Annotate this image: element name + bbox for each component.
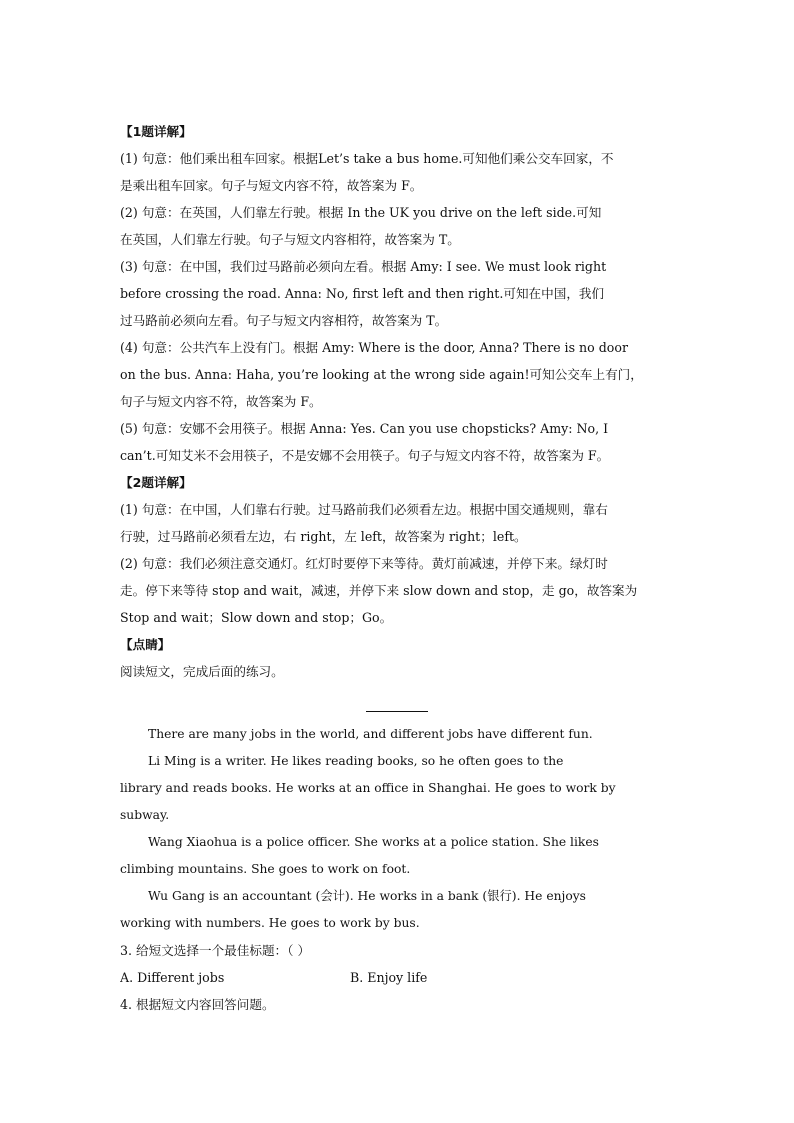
- text-line: can’t.可知艾米不会用筷子，不是安娜不会用筷子。句子与短文内容不符，故答案为 F。: [120, 448, 610, 463]
- text-line: (4) 句意：公共汽车上没有门。根据 Amy: Where is the door, Anna? There is no door: [120, 340, 628, 355]
- text-line: (2) 句意：我们必须注意交通灯。红灯时要停下来等待。黄灯前减速，并停下来。绿灯时: [120, 556, 608, 571]
- divider: [366, 711, 428, 712]
- text-line: 走。停下来等待 stop and wait，减速，并停下来 slow down and stop，走 go，故答案为: [120, 583, 638, 598]
- text-line: Stop and wait；Slow down and stop；Go。: [120, 610, 393, 625]
- document-page: [120, 118, 676, 1018]
- text-line: (1) 句意：他们乘出租车回家。根据Let’s take a bus home.可知他们乘公交车回家，不: [120, 151, 614, 166]
- option-b: B. Enjoy life: [350, 970, 428, 985]
- passage-line: subway.: [120, 808, 170, 822]
- text-line: 过马路前必须向左看。句子与短文内容相符，故答案为 T。: [120, 313, 448, 328]
- section-heading-2: 【2题详解】: [120, 475, 192, 490]
- text-line: 是乘出租车回家。句子与短文内容不符，故答案为 F。: [120, 178, 423, 193]
- text-line: before crossing the road. Anna: No, first left and then right.可知在中国，我们: [120, 286, 605, 301]
- passage-line: There are many jobs in the world, and different jobs have different fun.: [148, 727, 593, 741]
- passage-line: library and reads books. He works at an office in Shanghai. He goes to work by: [120, 781, 616, 795]
- text-line: (3) 句意：在中国，我们过马路前必须向左看。根据 Amy: I see. We must look right: [120, 259, 607, 274]
- passage-line: Li Ming is a writer. He likes reading books, so he often goes to the: [148, 754, 564, 768]
- text-line: on the bus. Anna: Haha, you’re looking at the wrong side again!可知公交车上有门，: [120, 367, 643, 382]
- passage-line: working with numbers. He goes to work by bus.: [120, 916, 420, 930]
- text-line: 在英国，人们靠左行驶。句子与短文内容相符，故答案为 T。: [120, 232, 460, 247]
- text-line: 句子与短文内容不符，故答案为 F。: [120, 394, 322, 409]
- section-heading-3: 【点睛】: [120, 637, 171, 652]
- text-line: (2) 句意：在英国，人们靠左行驶。根据 In the UK you drive on the left side.可知: [120, 205, 602, 220]
- passage-line: Wu Gang is an accountant (会计). He works in a bank (银行). He enjoys: [148, 889, 586, 903]
- text-line: 行驶，过马路前必须看左边，右 right，左 left，故答案为 right；left。: [120, 529, 527, 544]
- text-line: (1) 句意：在中国，人们靠右行驶。过马路前我们必须看左边。根据中国交通规则，靠右: [120, 502, 608, 517]
- question-4: 4. 根据短文内容回答问题。: [120, 997, 275, 1012]
- text-line: (5) 句意：安娜不会用筷子。根据 Anna: Yes. Can you use chopsticks? Amy: No, I: [120, 421, 609, 436]
- section-heading-1: 【1题详解】: [120, 124, 192, 139]
- question-3-options: [120, 964, 676, 991]
- text-line: 阅读短文，完成后面的练习。: [120, 664, 284, 679]
- option-a: A. Different jobs: [120, 970, 225, 985]
- passage-line: Wang Xiaohua is a police officer. She works at a police station. She likes: [148, 835, 599, 849]
- divider-container: [120, 685, 676, 721]
- reading-passage: [120, 721, 676, 937]
- passage-line: climbing mountains. She goes to work on foot.: [120, 862, 411, 876]
- question-3: 3. 给短文选择一个最佳标题：（ ）: [120, 943, 311, 958]
